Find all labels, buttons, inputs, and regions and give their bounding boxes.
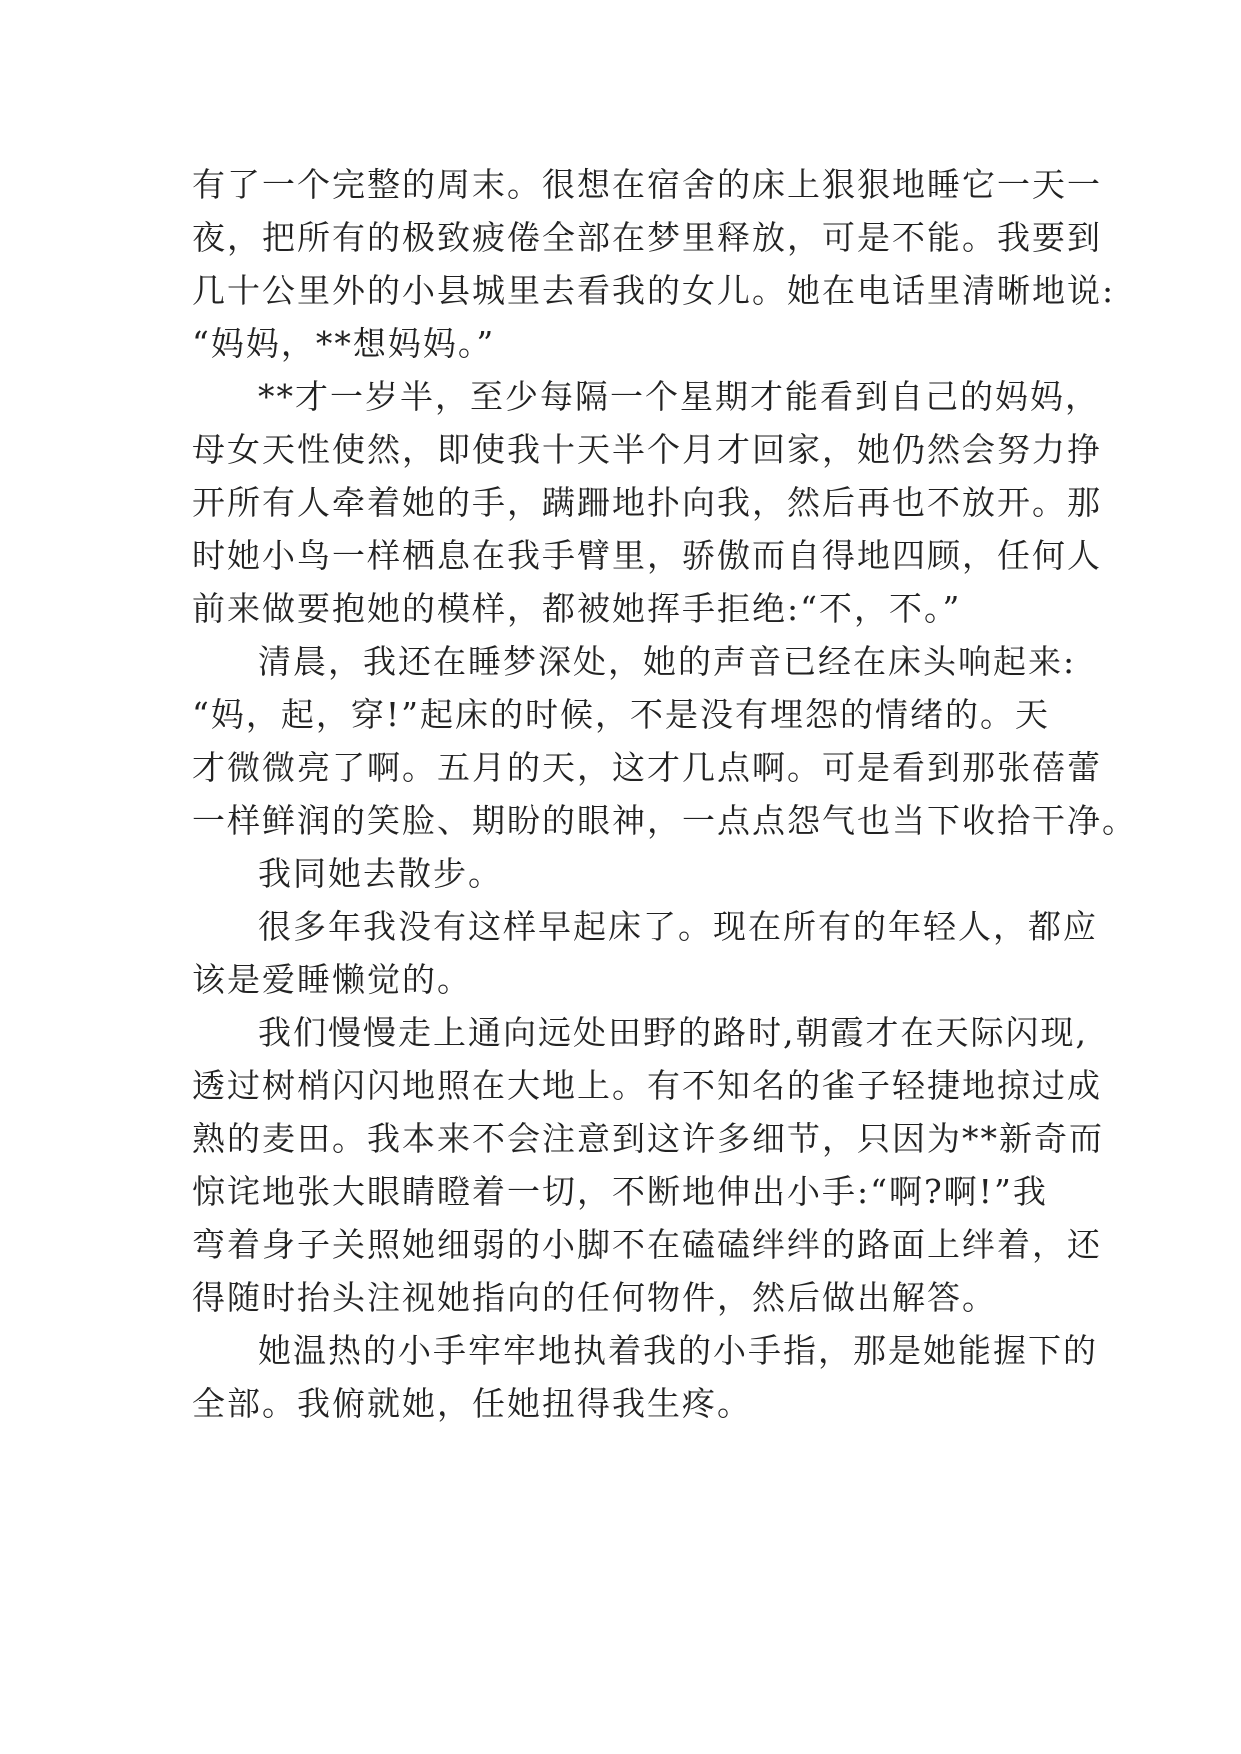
text-line: 全部。我俯就她，任她扭得我生疼。 xyxy=(192,1384,752,1423)
text-line: “妈妈，**想妈妈。” xyxy=(192,324,496,363)
paragraph-first-line: **才一岁半，至少每隔一个星期才能看到自己的妈妈， xyxy=(258,377,1100,416)
text-line: 才微微亮了啊。五月的天，这才几点啊。可是看到那张蓓蕾 xyxy=(192,748,1102,787)
paragraph-first-line: 清晨，我还在睡梦深处，她的声音已经在床头响起来: xyxy=(258,642,1077,681)
text-line: 时她小鸟一样栖息在我手臂里，骄傲而自得地四顾，任何人 xyxy=(192,536,1102,575)
text-line: 母女天性使然，即使我十天半个月才回家，她仍然会努力挣 xyxy=(192,430,1102,469)
text-line: 透过树梢闪闪地照在大地上。有不知名的雀子轻捷地掠过成 xyxy=(192,1066,1102,1105)
paragraph-first-line: 很多年我没有这样早起床了。现在所有的年轻人，都应 xyxy=(258,907,1098,946)
text-line: 一样鲜润的笑脸、期盼的眼神，一点点怨气也当下收拾干净。 xyxy=(192,801,1137,840)
text-line: 惊诧地张大眼睛瞪着一切，不断地伸出小手:“啊?啊!”我 xyxy=(192,1172,1048,1211)
text-line: 该是爱睡懒觉的。 xyxy=(192,960,472,999)
text-line: 得随时抬头注视她指向的任何物件，然后做出解答。 xyxy=(192,1278,997,1317)
text-line: 夜，把所有的极致疲倦全部在梦里释放，可是不能。我要到 xyxy=(192,218,1102,257)
article-body xyxy=(192,158,1137,1430)
text-line: 弯着身子关照她细弱的小脚不在磕磕绊绊的路面上绊着，还 xyxy=(192,1225,1102,1264)
text-line: 几十公里外的小县城里去看我的女儿。她在电话里清晰地说: xyxy=(192,271,1116,310)
text-line: “妈，起，穿!”起床的时候，不是没有埋怨的情绪的。天 xyxy=(192,695,1051,734)
text-line: 熟的麦田。我本来不会注意到这许多细节，只因为**新奇而 xyxy=(192,1119,1104,1158)
text-line: 前来做要抱她的模样，都被她挥手拒绝:“不，不。” xyxy=(192,589,962,628)
paragraph-first-line: 她温热的小手牢牢地执着我的小手指，那是她能握下的 xyxy=(258,1331,1098,1370)
paragraph-first-line: 我同她去散步。 xyxy=(258,854,503,893)
paragraph-first-line: 我们慢慢走上通向远处田野的路时,朝霞才在天际闪现, xyxy=(258,1013,1088,1052)
text-line: 开所有人牵着她的手，蹒跚地扑向我，然后再也不放开。那 xyxy=(192,483,1102,522)
text-line: 有了一个完整的周末。很想在宿舍的床上狠狠地睡它一天一 xyxy=(192,165,1102,204)
